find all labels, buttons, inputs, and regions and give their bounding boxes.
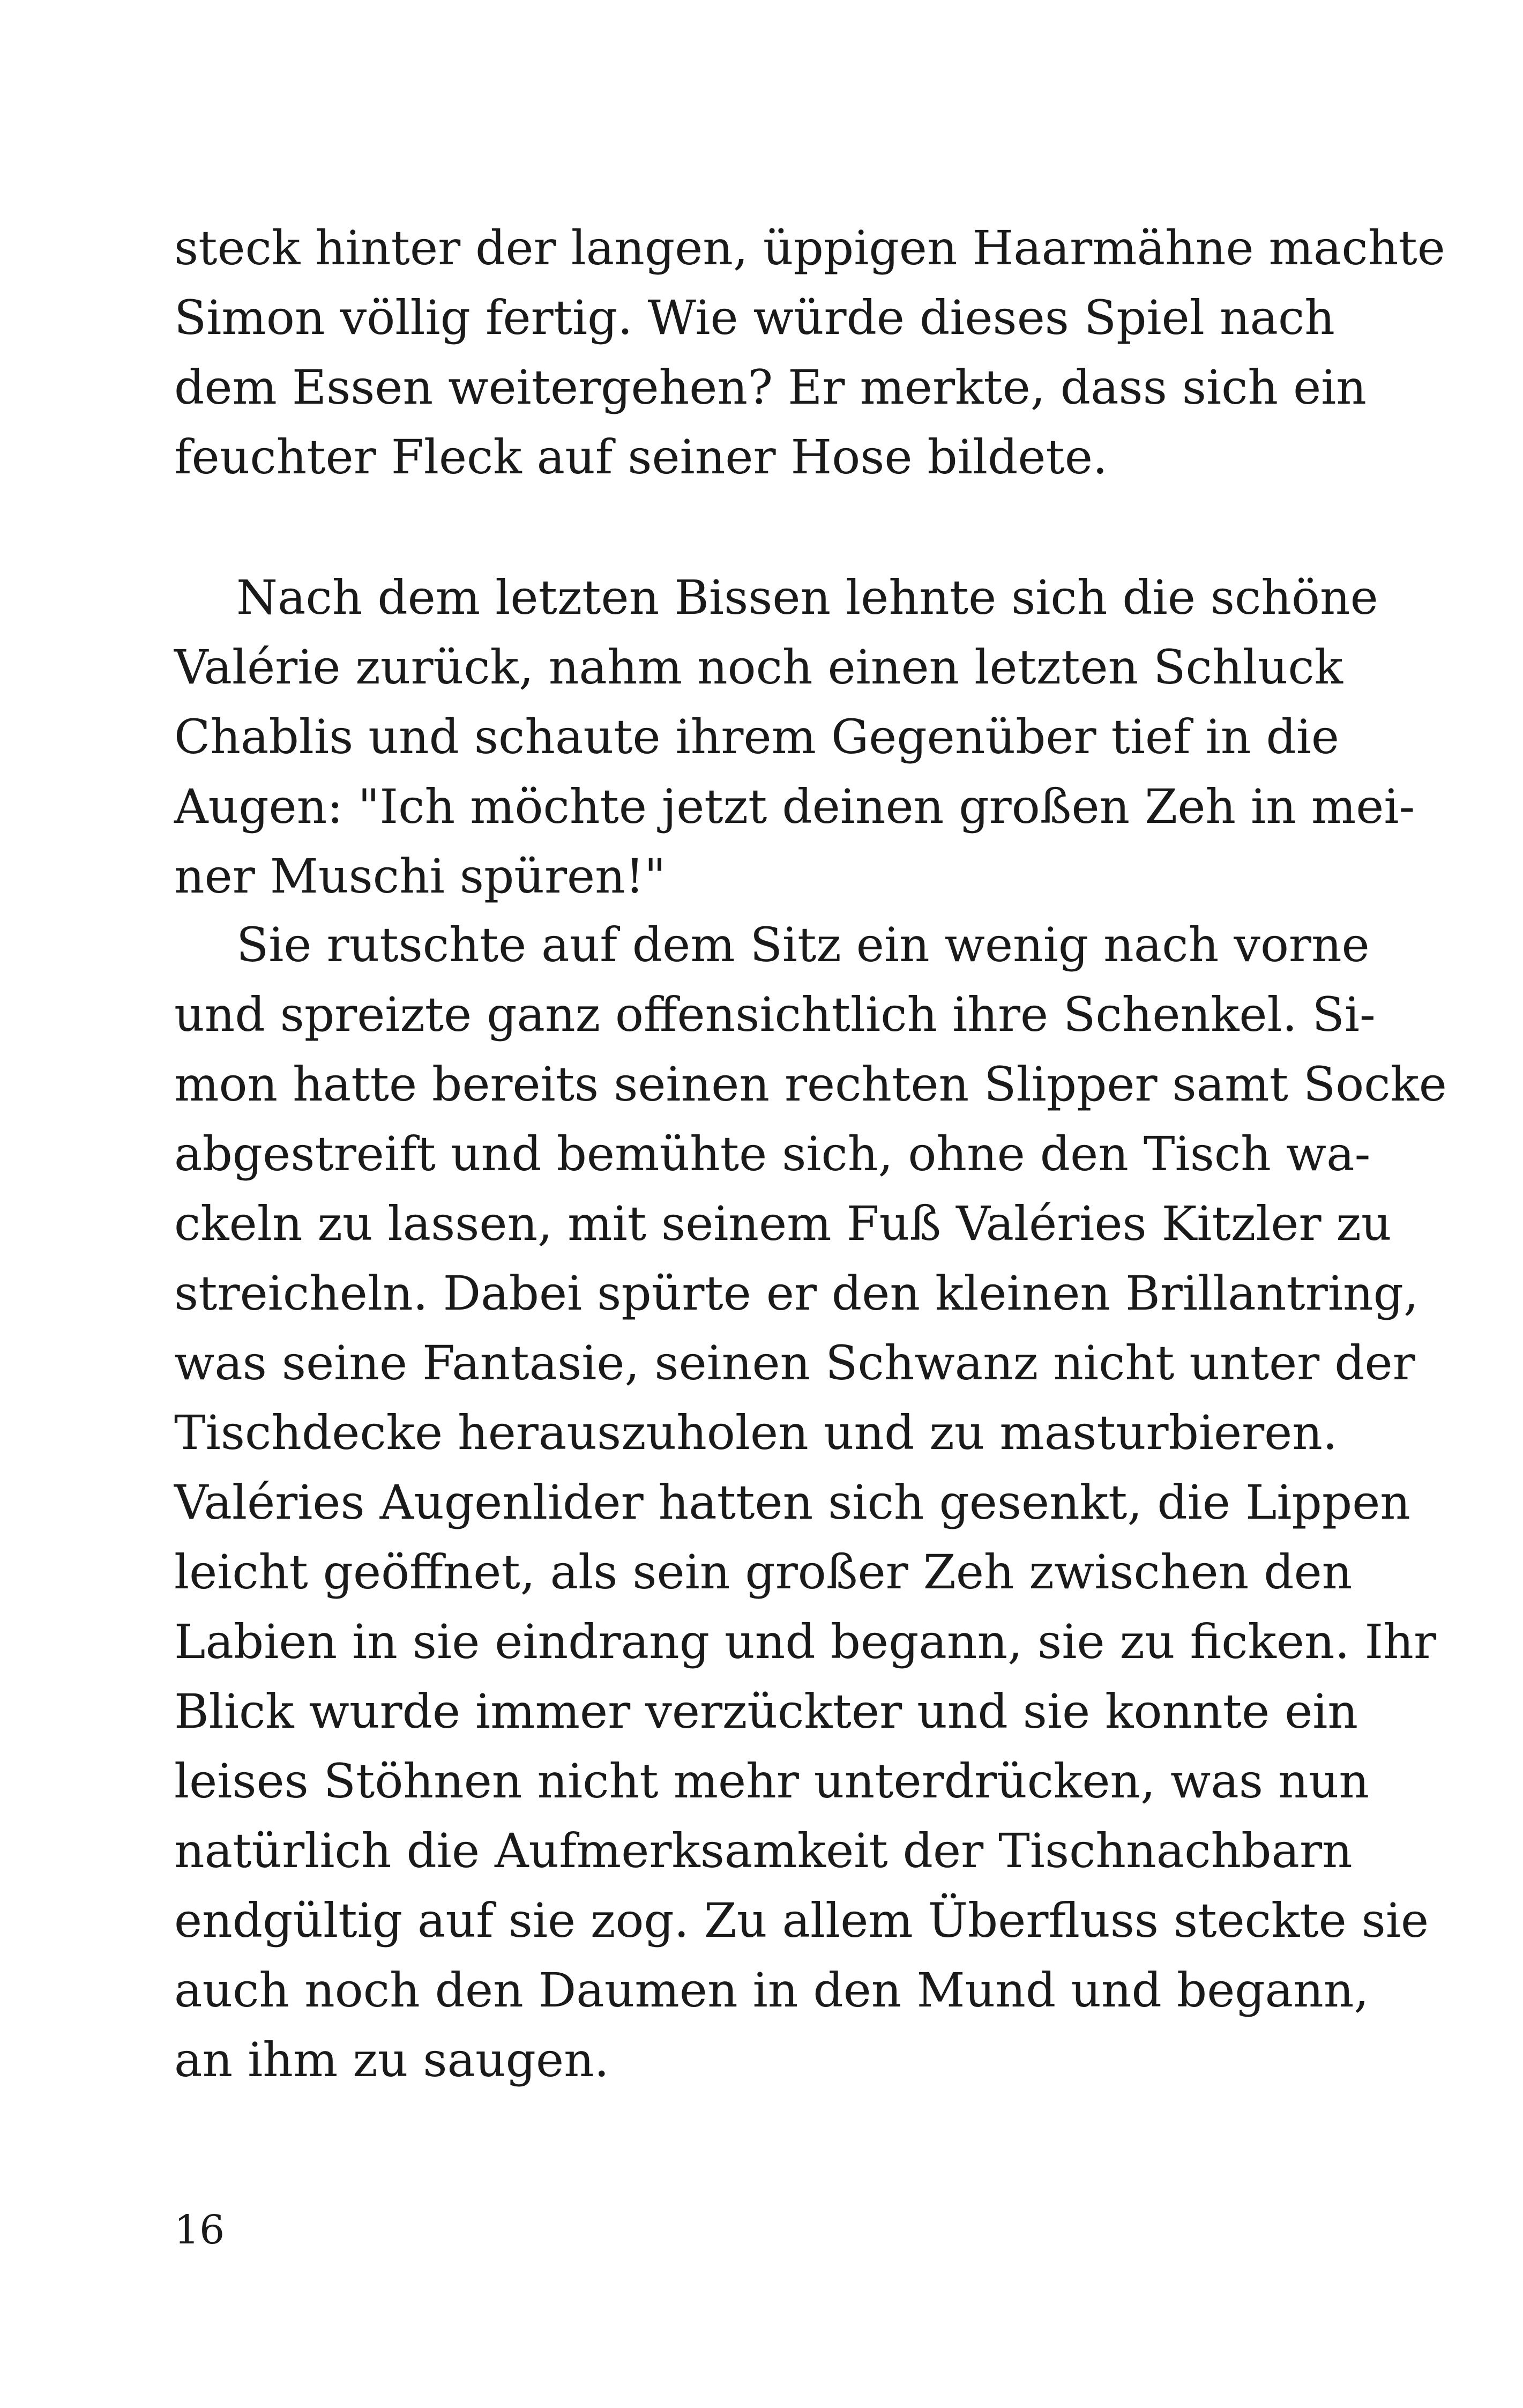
text-line: Blick wurde immer verzückter und sie konnte ein — [174, 1684, 1358, 1739]
text-line: abgestreift und bemühte sich, ohne den Tisch wa- — [174, 1126, 1371, 1181]
paragraph-2 — [174, 563, 1415, 911]
text-line: ckeln zu lassen, mit seinem Fuß Valéries Kitzler zu — [174, 1196, 1392, 1251]
text-line: dem Essen weitergehen? Er merkte, dass sich ein — [174, 360, 1367, 415]
text-line: endgültig auf sie zog. Zu allem Überfluss steckte sie — [174, 1893, 1429, 1948]
paragraph-1 — [174, 213, 1445, 492]
text-line: leicht geöffnet, als sein großer Zeh zwischen den — [174, 1544, 1353, 1600]
text-line: Tischdecke herauszuholen und zu masturbieren. — [174, 1405, 1338, 1460]
text-line: auch noch den Daumen in den Mund und begann, — [174, 1963, 1369, 2018]
text-line: Simon völlig fertig. Wie würde dieses Spiel nach — [174, 290, 1335, 345]
text-line: leises Stöhnen nicht mehr unterdrücken, was nun — [174, 1753, 1369, 1809]
text-line: Chablis und schaute ihrem Gegenüber tief in die — [174, 709, 1340, 764]
page-number: 16 — [174, 2207, 225, 2253]
text-line: und spreizte ganz offensichtlich ihre Schenkel. Si- — [174, 987, 1376, 1042]
text-line: Valéries Augenlider hatten sich gesenkt, die Lippen — [174, 1475, 1410, 1530]
text-line: steck hinter der langen, üppigen Haarmähne machte — [174, 220, 1445, 276]
text-line: Labien in sie eindrang und begann, sie zu ficken. Ihr — [174, 1614, 1437, 1669]
text-line: ner Muschi spüren!" — [174, 849, 666, 904]
text-line: Sie rutschte auf dem Sitz ein wenig nach vorne — [236, 917, 1370, 972]
text-line: Augen: "Ich möchte jetzt deinen großen Zeh in mei- — [174, 779, 1415, 834]
text-line: streicheln. Dabei spürte er den kleinen Brillantring, — [174, 1266, 1419, 1321]
text-line: an ihm zu saugen. — [174, 2032, 609, 2087]
text-line: Nach dem letzten Bissen lehnte sich die schöne — [236, 570, 1378, 625]
text-line: feuchter Fleck auf seiner Hose bildete. — [174, 429, 1108, 485]
text-line: mon hatte bereits seinen rechten Slipper samt Socke — [174, 1057, 1447, 1112]
text-line: natürlich die Aufmerksamkeit der Tischnachbarn — [174, 1823, 1353, 1878]
paragraph-3 — [174, 910, 1447, 2095]
text-line: Valérie zurück, nahm noch einen letzten Schluck — [174, 640, 1343, 695]
text-line: was seine Fantasie, seinen Schwanz nicht unter der — [174, 1335, 1415, 1391]
